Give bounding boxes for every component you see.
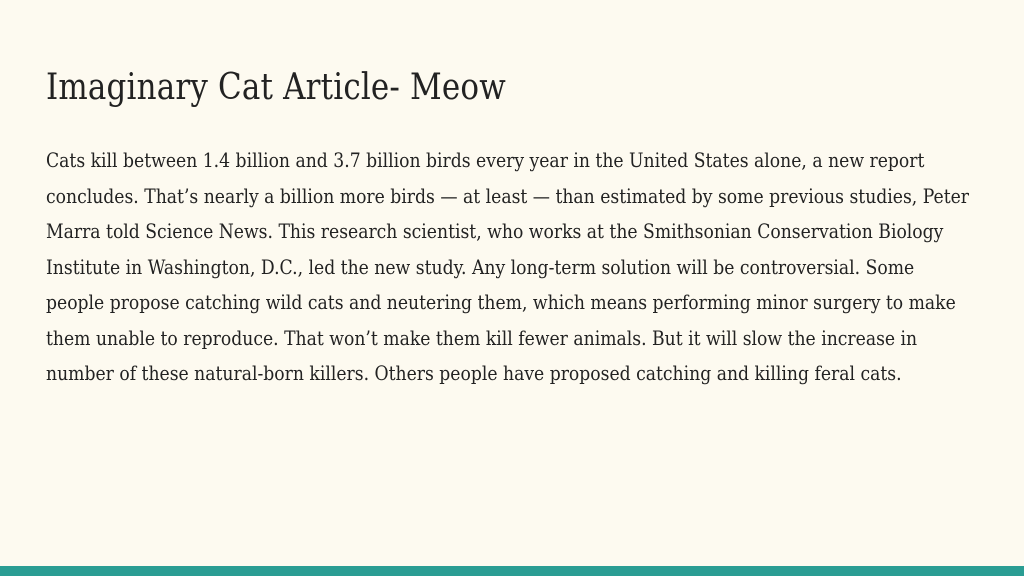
slide-title: Imaginary Cat Article- Meow (46, 67, 506, 108)
article-body: Cats kill between 1.4 billion and 3.7 billion birds every year in the United States alone, a new report concludes. That’s nearly a billion more birds — at least — than estimated by some previous studies, Peter Marra told Science News. This research scientist, who works at the Smithsonian Conservation Biology Institute in Washington, D.C., led the new study. Any long-term solution will be controversial. Some people propose catching wild cats and neutering them, which means performing minor surgery to make them unable to reproduce. That won’t make them kill fewer animals. But it will slow the increase in number of these natural-born killers. Others people have proposed catching and killing feral cats. (46, 148, 970, 385)
accent-bar (0, 566, 1024, 576)
